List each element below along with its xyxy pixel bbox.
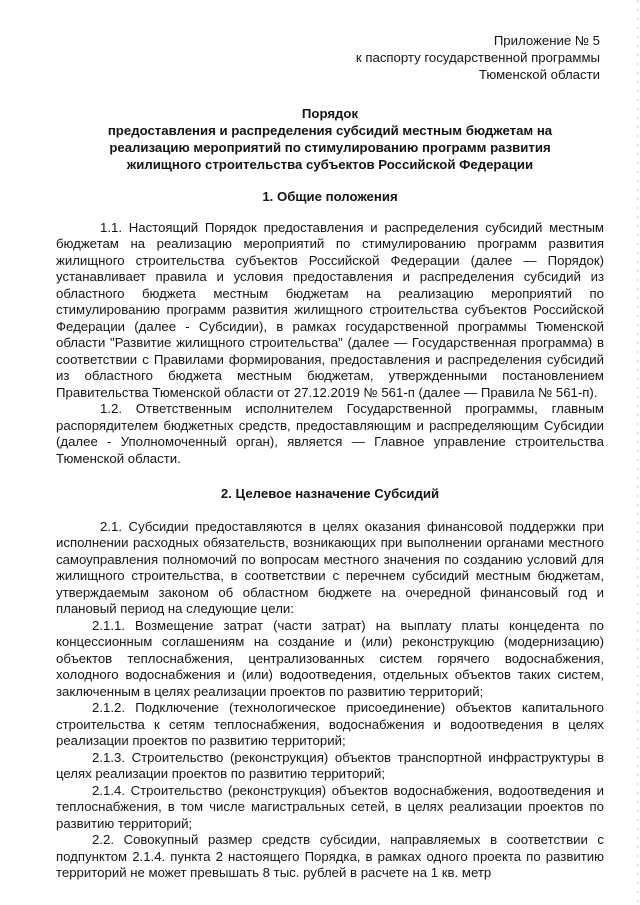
document-title [56,105,604,173]
section-1-heading: 1. Общие положения [262,189,398,204]
paragraph-2-2: 2.2. Совокупный размер средств субсидии, направляемых в соответствии с подпунктом 2.1.4. пункта 2 настоящего Порядка, в рамках одного проекта по развитию территорий не может превышать 8 тыс. рублей в расчете на 1 кв. метр [56,832,604,880]
title-line-1: Порядок [301,106,359,121]
appendix-header [56,32,600,83]
paragraph-2-1-1: 2.1.1. Возмещение затрат (части затрат) на выплату платы концедента по концессионным соглашениям на создание и (или) реконструкцию (модернизацию) объектов теплоснабжения, централизованных систем горячего водоснабжения, холодного водоснабжения и (или) водоотведения, отдельных объектов таких систем, заключенным в целях реализации проектов по развитию территорий; [56,617,604,699]
appendix-number: Приложение № 5 [493,33,600,48]
appendix-region: Тюменской области [478,67,600,82]
paragraph-2-1-3: 2.1.3. Строительство (реконструкция) объектов транспортной инфраструктуры в целях реализации проектов по развитию территорий; [56,749,604,781]
title-line-4: жилищного строительства субъектов Российской Федерации [126,157,534,172]
title-line-2: предоставления и распределения субсидий местным бюджетам на [107,123,553,138]
appendix-reference: к паспорту государственной программы [355,50,600,65]
paragraph-2-1-2: 2.1.2. Подключение (технологическое присоединение) объектов капитального строительства к сетям теплоснабжения, водоснабжения и водоотведения в целях реализации проектов по развитию территорий; [56,700,604,748]
paragraph-2-1: 2.1. Субсидии предоставляются в целях оказания финансовой поддержки при исполнении расходных обязательств, возникающих при выполнении органами местного самоуправления полномочий по вопросам местного значения по созданию условий для жилищного строительства, в соответствии с перечнем субсидий местным бюджетам, утверждаемым законом об областном бюджете на очередной финансовый год и плановый период на следующие цели: [56,518,604,616]
title-line-3: реализацию мероприятий по стимулированию программ развития [109,140,551,155]
scan-edge-mark [637,0,638,905]
section-2-heading: 2. Целевое назначение Субсидий [220,486,440,501]
paragraph-2-1-4: 2.1.4. Строительство (реконструкция) объектов водоснабжения, водоотведения и теплоснабжения, в том числе магистральных сетей, в целях реализации проектов по развитию территорий; [56,782,604,831]
paragraph-1-1: 1.1. Настоящий Порядок предоставления и распределения субсидий местным бюджетам на реализацию мероприятий по стимулированию программ развития жилищного строительства субъектов Российской Федерации (далее — Порядок) устанавливает правила и условия предоставления и распределения субсидий из областного бюджета местным бюджетам на реализацию мероприятий по стимулированию программ развития жилищного строительства субъектов Российской Федерации (далее - Субсидии), в рамках государственной программы Тюменской области "Развитие жилищного строительства" (далее — Государственная программа) в соответствии с Правилами формирования, предоставления и распределения субсидий из областного бюджета местным бюджетам, утвержденными постановлением Правительства Тюменской области от 27.12.2019 № 561-п (далее — Правила № 561-п). [56,219,604,400]
paragraph-1-2: 1.2. Ответственным исполнителем Государственной программы, главным распорядителем бюджетных средств, предоставляющим и распределяющим Субсидии (далее - Уполномоченный орган), является — Главное управление строительства Тюменской области. [56,401,604,466]
